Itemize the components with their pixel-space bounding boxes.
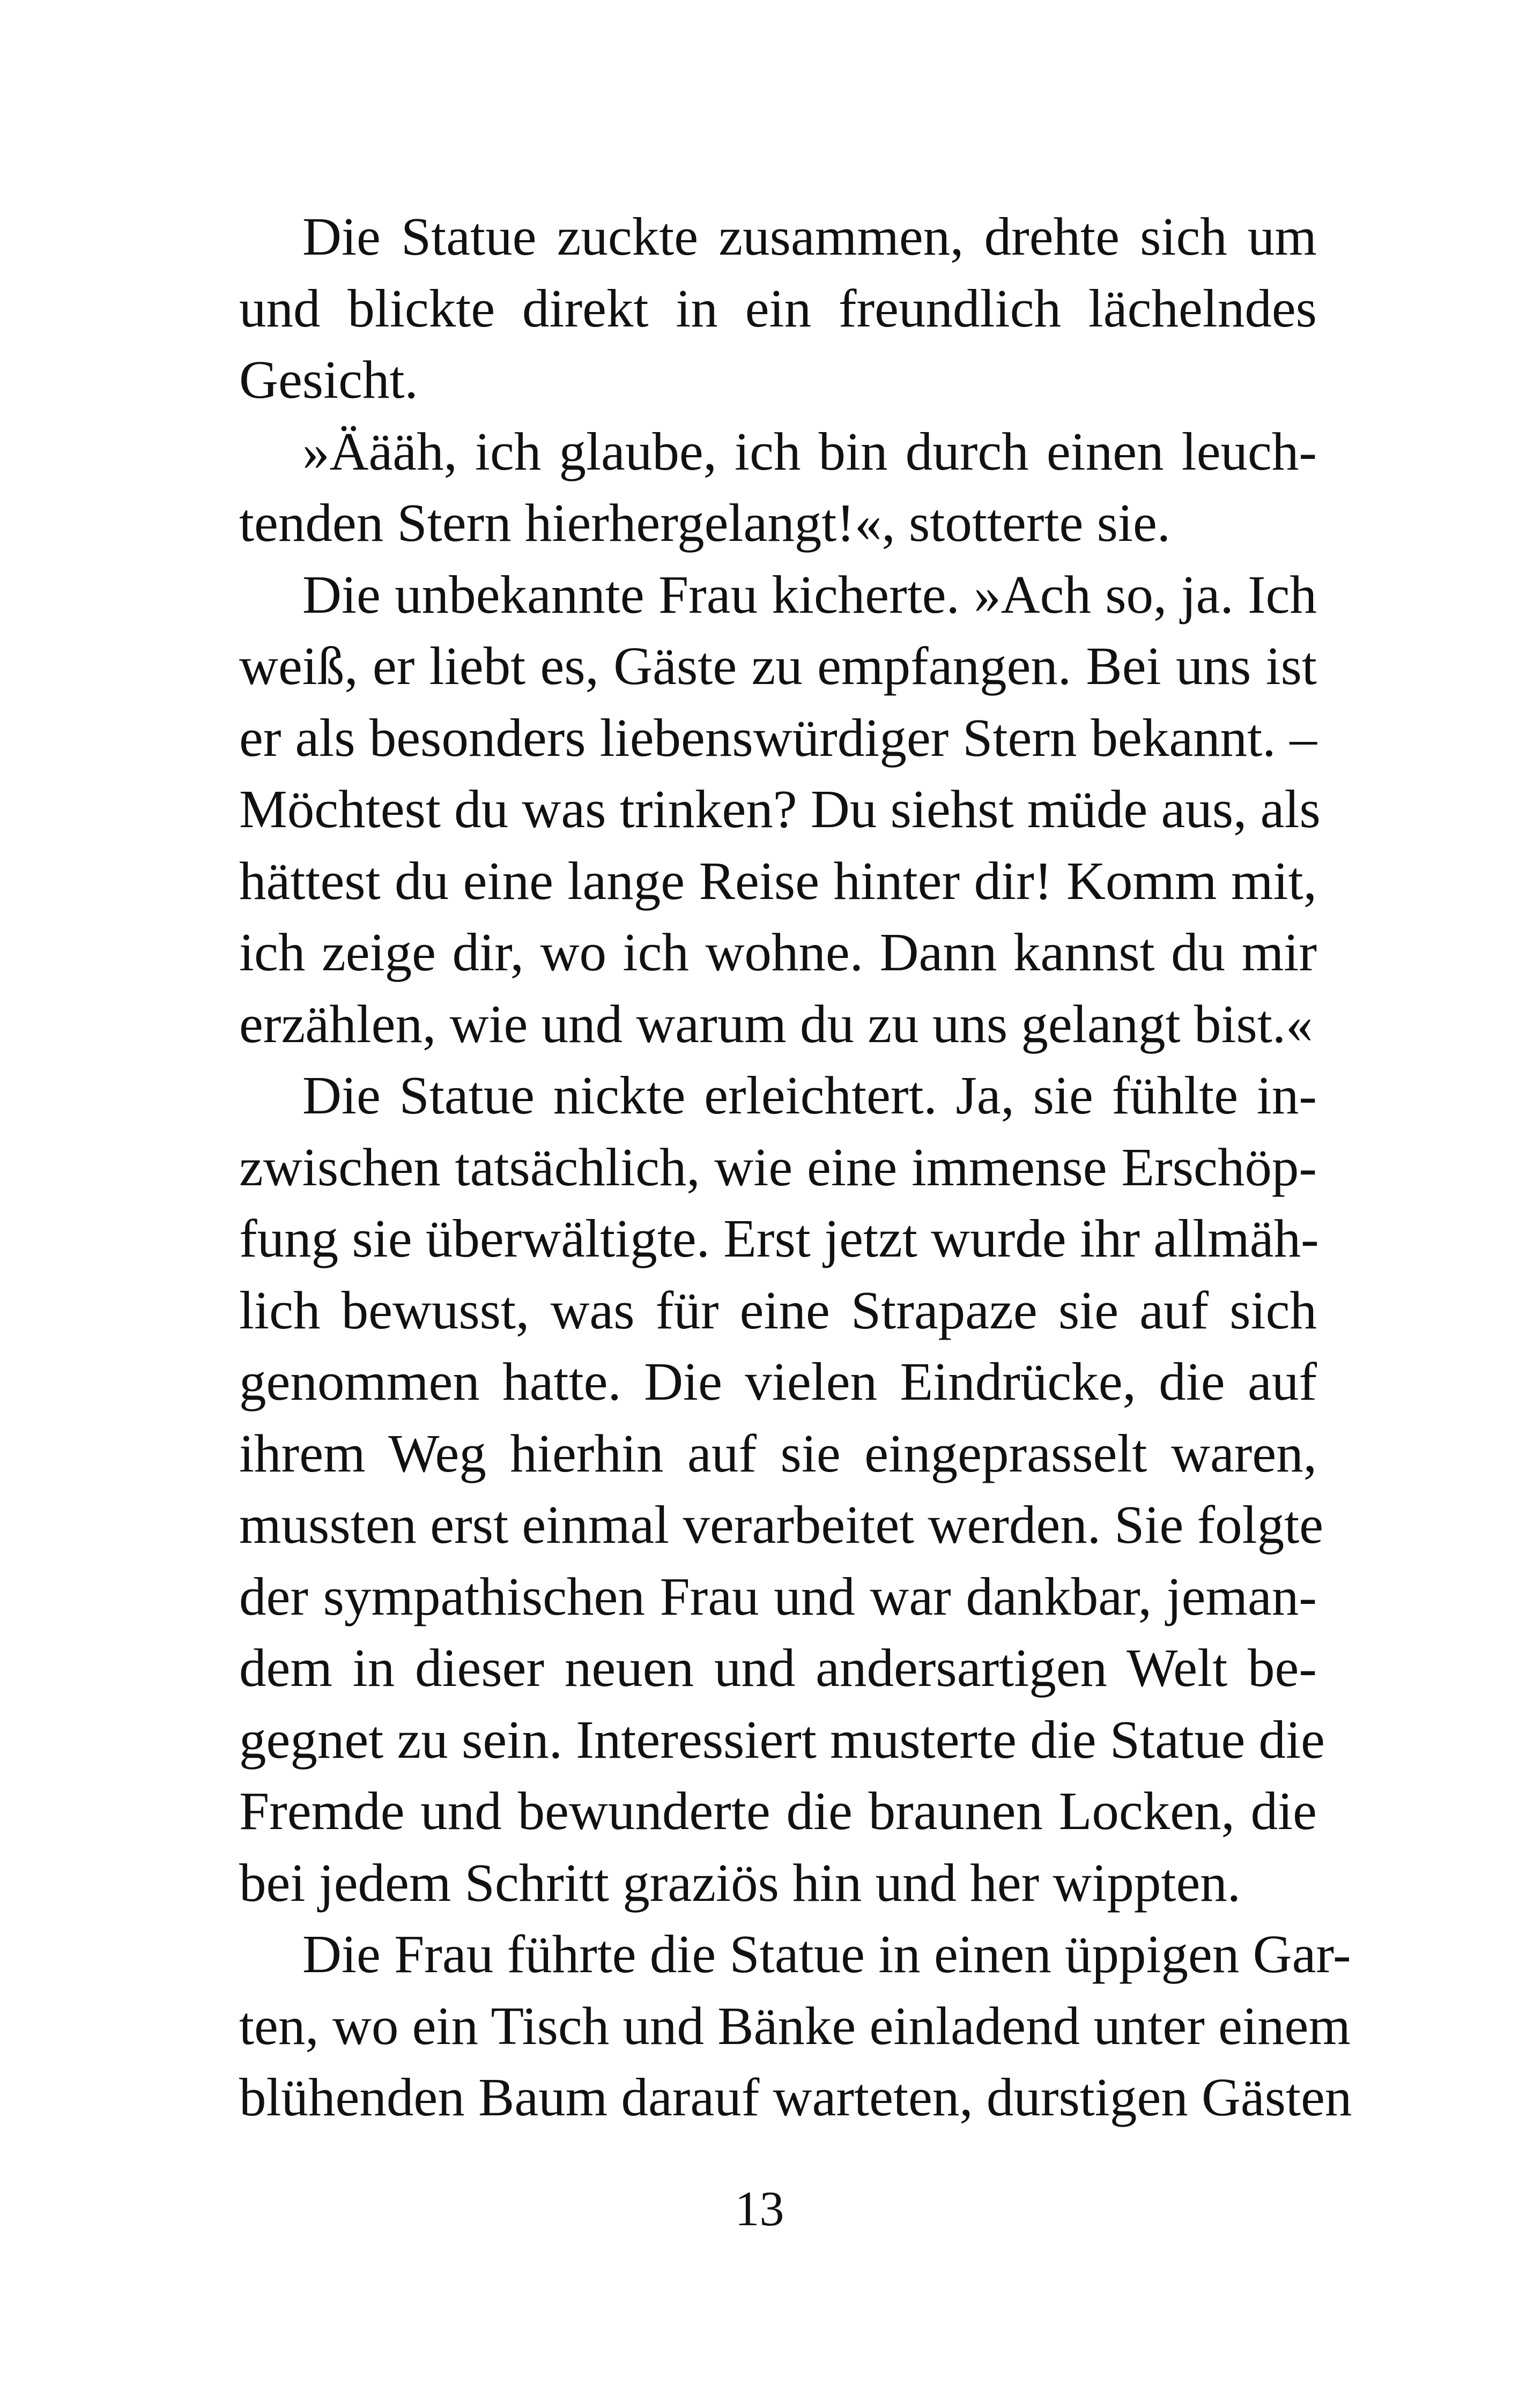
text-line: zwischen tatsächlich, wie eine immense Erschöp- xyxy=(239,1136,1317,1197)
text-line: Gesicht. xyxy=(239,350,418,410)
text-line: weiß, er liebt es, Gäste zu empfangen. Bei uns ist xyxy=(239,636,1317,696)
text-line: fung sie überwältigte. Erst jetzt wurde ihr allmäh- xyxy=(239,1208,1319,1268)
text-line: Die unbekannte Frau kicherte. »Ach so, ja. Ich xyxy=(302,564,1317,625)
text-line: bei jedem Schritt graziös hin und her wippten. xyxy=(239,1852,1241,1913)
text-line: er als besonders liebenswürdiger Stern bekannt. – xyxy=(239,707,1317,768)
text-line: Die Statue zuckte zusammen, drehte sich um xyxy=(302,206,1317,266)
text-line: tenden Stern hierhergelangt!«, stotterte sie. xyxy=(239,493,1171,553)
page-number: 13 xyxy=(735,2181,784,2236)
text-line: blühenden Baum darauf warteten, durstigen Gästen xyxy=(239,2067,1352,2127)
text-line: ihrem Weg hierhin auf sie eingeprasselt waren, xyxy=(239,1423,1317,1483)
text-line: mussten erst einmal verarbeitet werden. Sie folgte xyxy=(239,1495,1324,1555)
text-line: gegnet zu sein. Interessiert musterte die Statue die xyxy=(239,1709,1325,1770)
text-line: Möchtest du was trinken? Du siehst müde aus, als xyxy=(239,779,1321,839)
text-line: ich zeige dir, wo ich wohne. Dann kannst du mir xyxy=(239,922,1317,982)
text-line: genommen hatte. Die vielen Eindrücke, die auf xyxy=(239,1351,1317,1411)
text-line: erzählen, wie und warum du zu uns gelangt bist.« xyxy=(239,993,1313,1054)
text-line: und blickte direkt in ein freundlich lächelndes xyxy=(239,278,1317,338)
text-line: Die Statue nickte erleichtert. Ja, sie fühlte in- xyxy=(302,1065,1317,1125)
text-line: der sympathischen Frau und war dankbar, jeman- xyxy=(239,1566,1317,1626)
text-line: Die Frau führte die Statue in einen üppigen Gar- xyxy=(302,1924,1351,1984)
text-line: hättest du eine lange Reise hinter dir! Komm mit, xyxy=(239,850,1317,911)
text-line: dem in dieser neuen und andersartigen Welt be- xyxy=(239,1638,1317,1698)
text-line: lich bewusst, was für eine Strapaze sie auf sich xyxy=(239,1280,1317,1340)
text-line: »Äääh, ich glaube, ich bin durch einen leuch- xyxy=(302,421,1317,481)
body-text xyxy=(239,201,1352,2134)
text-line: Fremde und bewunderte die braunen Locken, die xyxy=(239,1781,1317,1841)
text-line: ten, wo ein Tisch und Bänke einladend unter einem xyxy=(239,1995,1351,2056)
